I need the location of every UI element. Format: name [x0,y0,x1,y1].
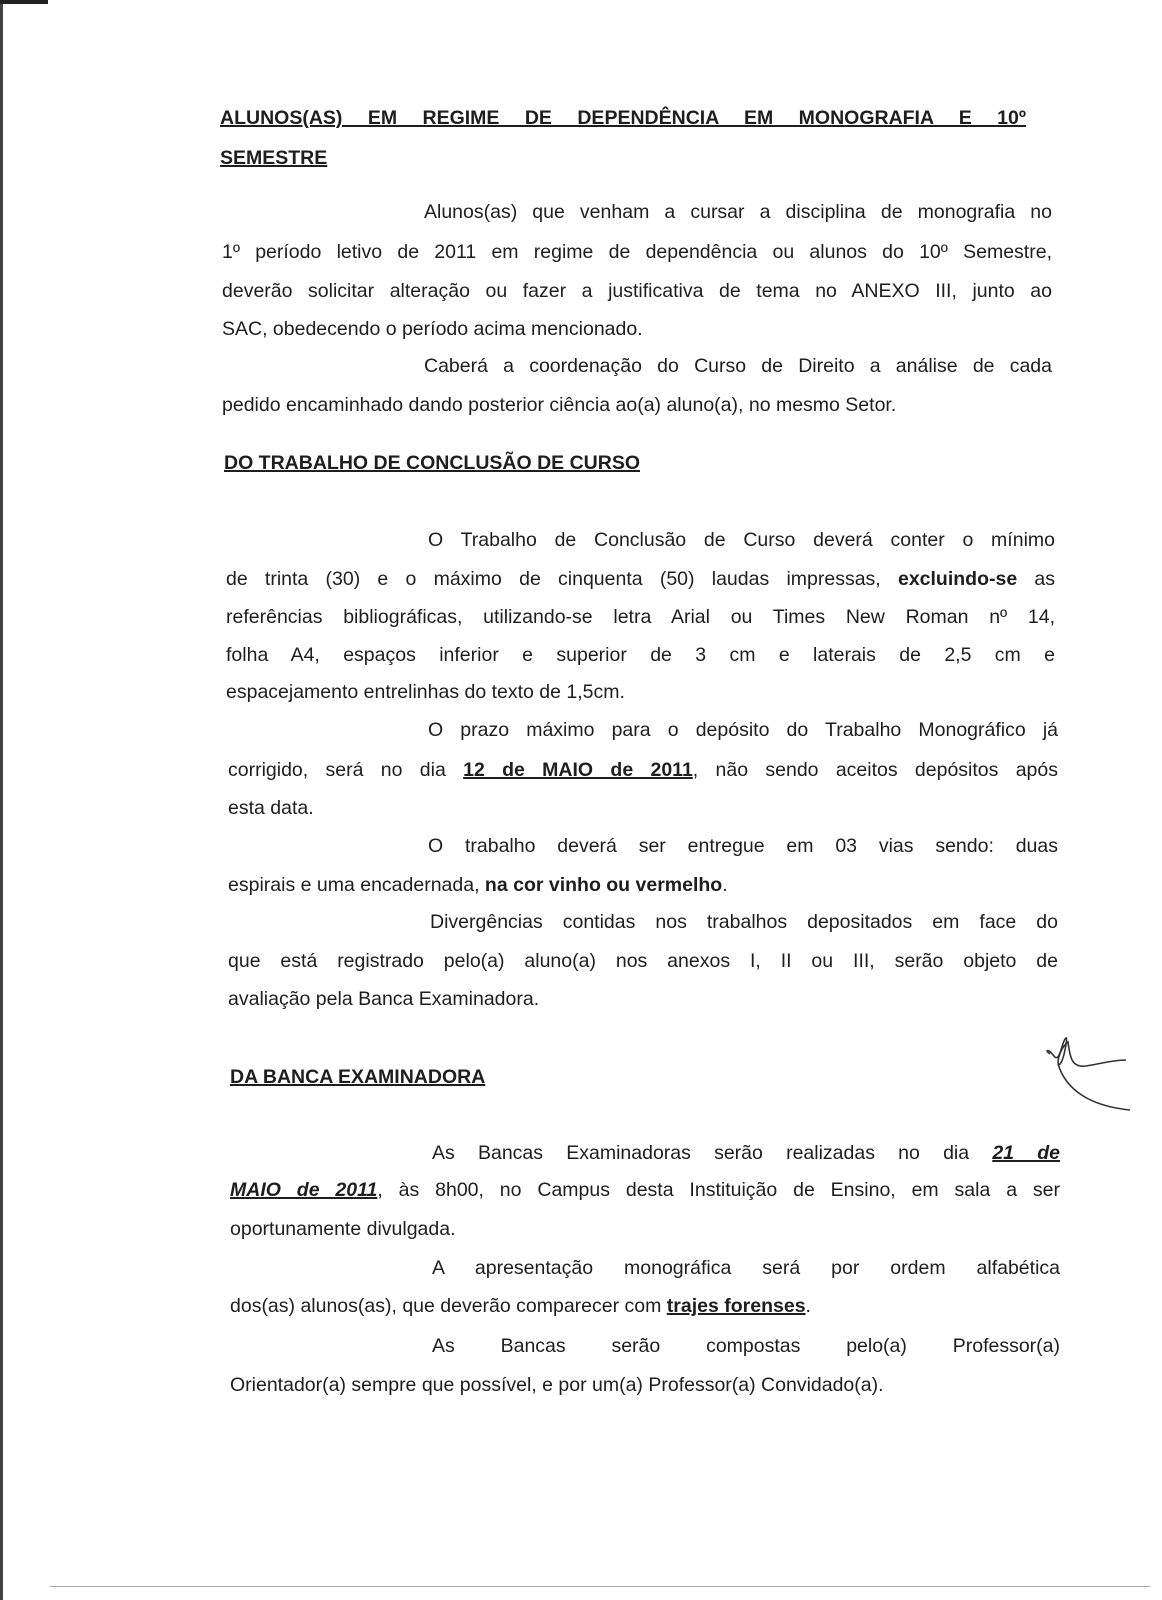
text: as [1017,568,1056,590]
paragraph-line: Orientador(a) sempre que possível, e por um(a) Professor(a) Convidado(a). [230,1374,884,1396]
paragraph-line: oportunamente divulgada. [230,1218,456,1240]
section-heading: ALUNOS(AS) EM REGIME DE DEPENDÊNCIA EM MONOGRAFIA E 10º [220,107,1026,129]
paragraph-line: 1º período letivo de 2011 em regime de dependência ou alunos do 10º Semestre, [222,241,1052,263]
text: dos(as) alunos(as), que deverão comparecer com [230,1295,667,1317]
exam-date: 21 de [992,1142,1060,1164]
paragraph-line [432,1141,1060,1165]
paragraph-line: SAC, obedecendo o período acima mencionado. [222,318,643,340]
scan-mark [0,0,48,4]
deposit-deadline: 12 de MAIO de 2011 [463,759,693,781]
paragraph-line: Caberá a coordenação do Curso de Direito a análise de cada [424,355,1052,377]
paragraph-line: Divergências contidas nos trabalhos depositados em face do [430,911,1058,933]
paragraph-line: As Bancas serão compostas pelo(a) Professor(a) [432,1335,1060,1357]
paragraph-line: O prazo máximo para o depósito do Trabalho Monográfico já [428,719,1058,741]
paragraph-line: pedido encaminhado dando posterior ciência ao(a) aluno(a), no mesmo Setor. [222,394,897,416]
emphasis: excluindo-se [897,568,1018,590]
paragraph-line: O trabalho deverá ser entregue em 03 vias sendo: duas [428,835,1058,857]
section-heading: DO TRABALHO DE CONCLUSÃO DE CURSO [224,452,641,474]
scan-edge [0,0,3,1600]
text: espirais e uma encadernada, [228,874,485,896]
paragraph-line: que está registrado pelo(a) aluno(a) nos anexos I, II ou III, serão objeto de [228,950,1058,972]
paragraph-line: folha A4, espaços inferior e superior de 3 cm e laterais de 2,5 cm e [226,644,1055,666]
paragraph-line: O Trabalho de Conclusão de Curso deverá conter o mínimo [428,529,1055,551]
text: corrigido, será no dia [228,759,464,781]
scan-edge-bottom [50,1586,1150,1587]
text: . [722,874,728,896]
section-heading: DA BANCA EXAMINADORA [230,1066,486,1088]
paragraph-line [228,873,728,897]
exam-date: MAIO de 2011 [230,1179,378,1201]
text: As Bancas Examinadoras serão realizadas no dia [432,1142,993,1164]
paragraph-line [228,758,1058,782]
paragraph-line: espacejamento entrelinhas do texto de 1,5cm. [226,681,625,703]
paragraph-line: A apresentação monográfica será por ordem alfabética [432,1257,1060,1279]
text: , não sendo aceitos depósitos após [692,759,1058,781]
paragraph-line: referências bibliográficas, utilizando-se letra Arial ou Times New Roman nº 14, [226,606,1055,628]
text: . [805,1295,811,1317]
text: , às 8h00, no Campus desta Instituição de Ensino, em sala a ser [377,1179,1061,1201]
emphasis: na cor vinho ou vermelho [484,874,723,896]
paragraph-line: esta data. [228,797,314,819]
paragraph-line [226,567,1055,591]
paragraph-line [230,1178,1060,1202]
signature-initials [1040,1030,1160,1120]
paragraph-line: avaliação pela Banca Examinadora. [228,988,540,1010]
dress-code: trajes forenses [666,1295,806,1317]
text: de trinta (30) e o máximo de cinquenta (50) laudas impressas, [226,568,898,590]
paragraph-line [230,1294,811,1318]
section-heading-cont: SEMESTRE [220,147,328,169]
paragraph-line: Alunos(as) que venham a cursar a disciplina de monografia no [424,201,1052,223]
paragraph-line: deverão solicitar alteração ou fazer a justificativa de tema no ANEXO III, junto ao [222,280,1052,302]
